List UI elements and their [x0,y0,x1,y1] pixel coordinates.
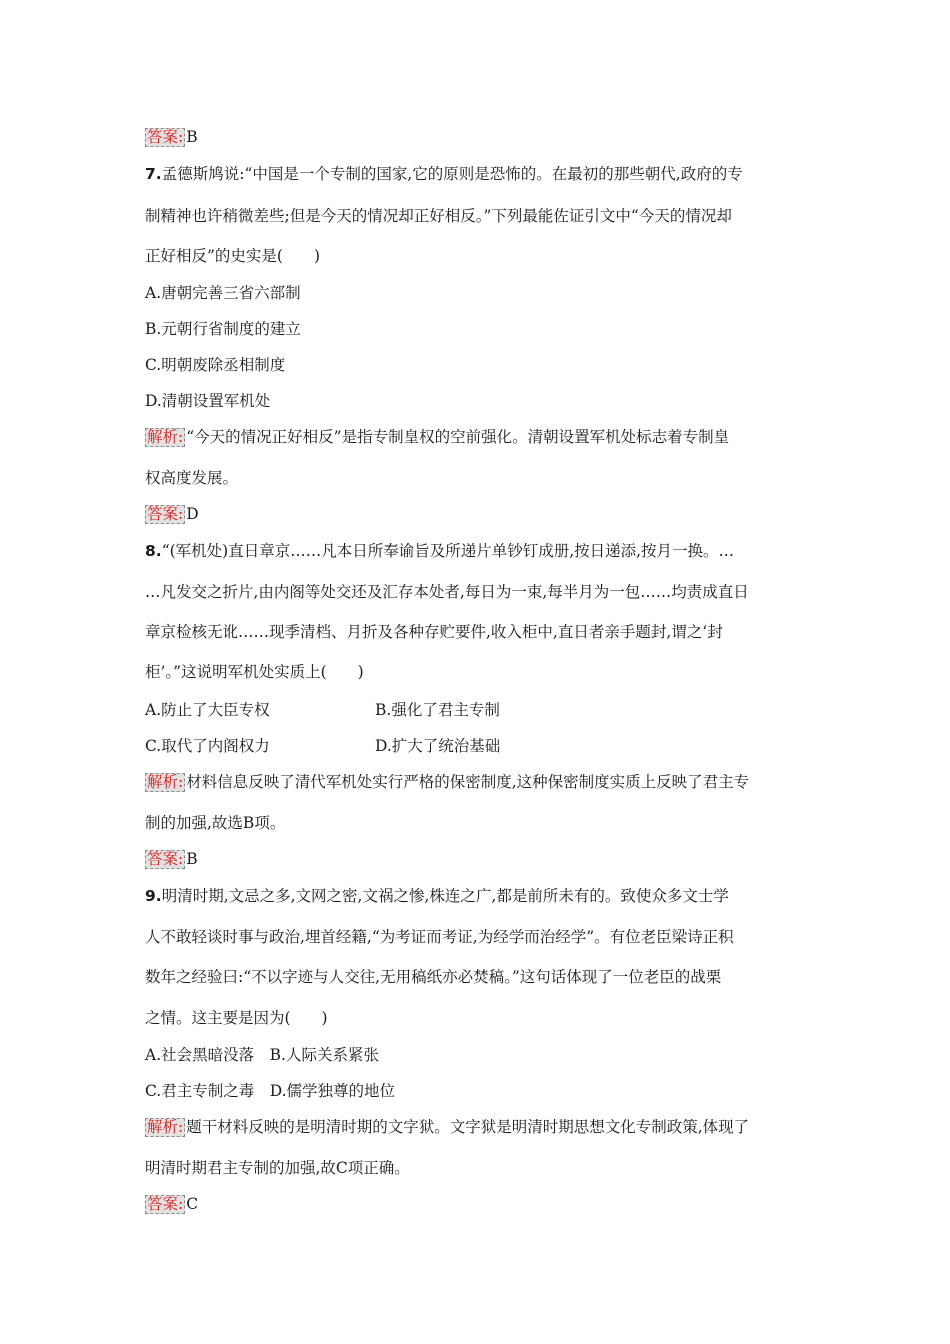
q8-number: 8. [145,542,162,560]
q9-number: 9. [145,887,162,905]
q7-analysis-line-1: 解析: “今天的情况正好相反”是指专制皇权的空前强化。清朝设置军机处标志着专制皇 [147,428,730,446]
answer-tag: 答案: [147,128,184,146]
q8-answer: B [186,850,198,868]
q8-option-b: B.强化了君主专制 [375,701,500,719]
q8-stem-line-1: 8.“(军机处)直日章京……凡本日所奉谕旨及所递片单钞钉成册,按日递添,按月一换。… [145,542,735,560]
q8-analysis-line-1: 解析: 材料信息反映了清代军机处实行严格的保密制度,这种保密制度实质上反映了君主专 [147,773,750,791]
q9-stem-line-4: 之情。这主要是因为( ) [145,1009,328,1027]
analysis-tag: 解析: [147,1118,184,1136]
q7-answer: D [186,505,199,523]
q8-stem-line-2: …凡发交之折片,由内阁等处交还及汇存本处者,每日为一束,每半月为一包……均责成直日 [145,583,749,601]
q7-stem-line-2: 制精神也许稍微差些;但是今天的情况却正好相反。”下列最能佐证引文中“今天的情况却 [145,207,732,225]
q9-analysis-line-1: 解析: 题干材料反映的是明清时期的文字狱。文字狱是明清时期思想文化专制政策,体现了 [147,1118,750,1136]
q9-stem-line-1: 9.明清时期,文忌之多,文网之密,文祸之惨,株连之广,都是前所未有的。致使众多文士学 [145,887,729,905]
q8-option-c: C.取代了内阁权力 [145,737,270,755]
q8-answer-line [145,849,198,869]
q8-stem-line-4: 柜’。”这说明军机处实质上( ) [145,663,364,681]
q9-answer: C [186,1195,199,1213]
q7-answer-line [145,504,199,524]
q8-stem-line-3: 章京检核无讹……现季清档、月折及各种存贮要件,收入柜中,直日者亲手题封,谓之‘封 [145,623,723,641]
q6-answer: B [186,128,198,146]
q7-option-c: C.明朝废除丞相制度 [145,356,286,374]
answer-tag: 答案: [147,505,184,523]
answer-tag: 答案: [147,850,184,868]
q9-options-line-1: A.社会黑暗没落 B.人际关系紧张 [145,1046,379,1064]
q7-stem-line-3: 正好相反”的史实是( ) [145,247,321,265]
analysis-tag: 解析: [147,773,184,791]
q8-option-a: A.防止了大臣专权 [145,701,270,719]
q6-answer-line [145,127,198,147]
q8-option-d: D.扩大了统治基础 [375,737,501,755]
q8-analysis-line-2: 制的加强,故选B项。 [145,814,286,832]
q9-stem-line-2: 人不敢轻谈时事与政治,埋首经籍,“为考证而考证,为经学而治经学”。有位老臣梁诗正积 [145,928,734,946]
q7-option-a: A.唐朝完善三省六部制 [145,284,301,302]
q7-option-d: D.清朝设置军机处 [145,392,271,410]
q9-answer-line [145,1194,198,1214]
answer-tag: 答案: [147,1195,184,1213]
analysis-tag: 解析: [147,428,184,446]
q9-options-line-2: C.君主专制之毒 D.儒学独尊的地位 [145,1082,396,1100]
q7-option-b: B.元朝行省制度的建立 [145,320,301,338]
q7-number: 7. [145,165,162,183]
q9-stem-line-3: 数年之经验曰:“不以字迹与人交往,无用稿纸亦必焚稿。”这句话体现了一位老臣的战栗 [145,968,722,986]
q7-stem-line-1: 7.孟德斯鸠说:“中国是一个专制的国家,它的原则是恐怖的。在最初的那些朝代,政府的专 [145,165,743,183]
q7-analysis-line-2: 权高度发展。 [145,469,239,487]
q9-analysis-line-2: 明清时期君主专制的加强,故C项正确。 [145,1159,410,1177]
